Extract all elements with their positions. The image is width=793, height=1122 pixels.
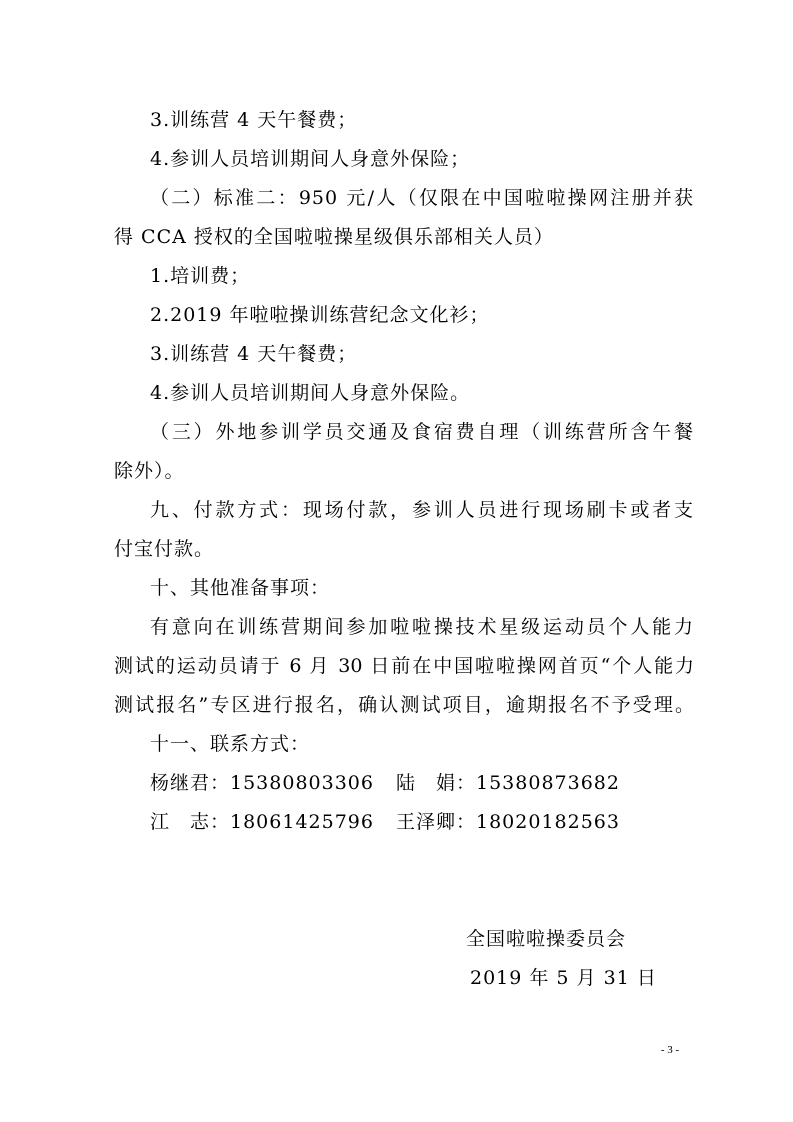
paragraph-line: 十、其他准备事项： [150, 577, 331, 599]
paragraph-line: 4.参训人员培训期间人身意外保险。 [150, 382, 471, 404]
signature-organization: 全国啦啦操委员会 [466, 928, 627, 950]
paragraph-line: 得 CCA 授权的全国啦啦操星级俱乐部相关人员） [114, 226, 554, 248]
paragraph-line: 九、付款方式：现场付款，参训人员进行现场刷卡或者支 [150, 499, 694, 521]
paragraph-line: （二）标准二：950 元/人（仅限在中国啦啦操网注册并获 [150, 187, 694, 209]
contact-yang: 杨继君：15380803306 [150, 772, 374, 794]
paragraph-line: 有意向在训练营期间参加啦啦操技术星级运动员个人能力 [150, 616, 694, 638]
page-number: - 3 - [660, 1044, 680, 1056]
paragraph-line: 3.训练营 4 天午餐费； [150, 343, 358, 365]
paragraph-line: 3.训练营 4 天午餐费； [150, 109, 358, 131]
paragraph-line: 付宝付款。 [114, 538, 215, 560]
signature-date: 2019 年 5 月 31 日 [470, 967, 657, 989]
paragraph-line: 十一、联系方式： [150, 733, 311, 755]
paragraph-line: 测试的运动员请于 6 月 30 日前在中国啦啦操网首页“个人能力 [114, 655, 694, 677]
contact-wang: 王泽卿：18020182563 [396, 811, 620, 833]
paragraph-line: 2.2019 年啦啦操训练营纪念文化衫； [150, 304, 490, 326]
contact-lu: 陆 娟：15380873682 [396, 772, 620, 794]
paragraph-line: 1.培训费； [150, 265, 251, 287]
paragraph-line: 除外）。 [114, 460, 185, 482]
paragraph-line: 测试报名”专区进行报名，确认测试项目，逾期报名不予受理。 [114, 694, 694, 716]
paragraph-line: 4.参训人员培训期间人身意外保险； [150, 148, 471, 170]
contact-jiang: 江 志：18061425796 [150, 811, 374, 833]
paragraph-line: （三）外地参训学员交通及食宿费自理（训练营所含午餐 [150, 421, 694, 443]
